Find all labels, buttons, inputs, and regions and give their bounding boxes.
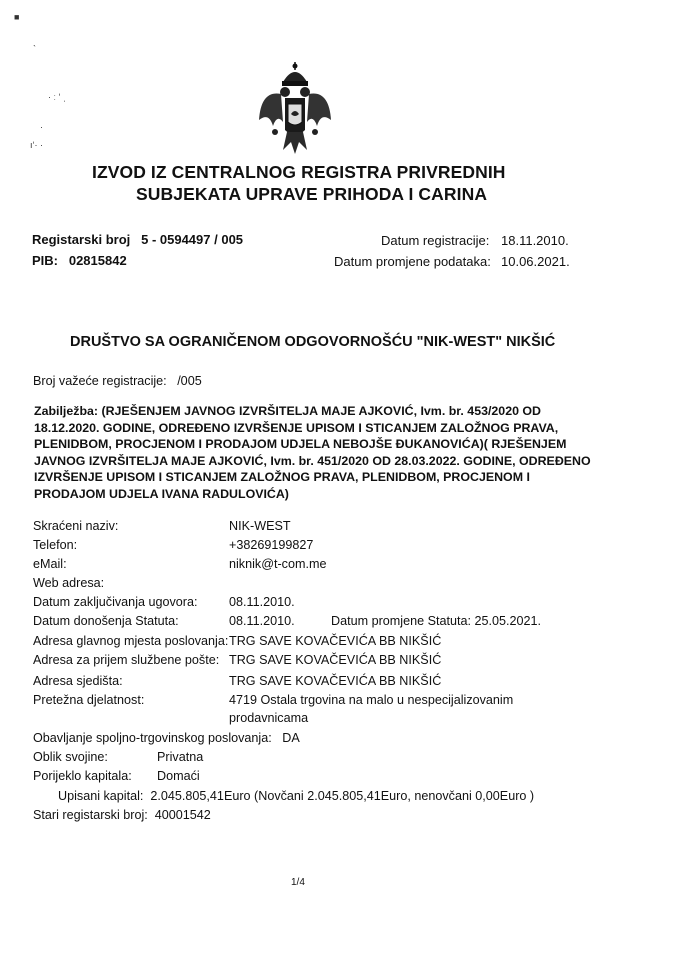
registration-date-value: 18.11.2010. <box>501 233 569 248</box>
document-title-line1: IZVOD IZ CENTRALNOG REGISTRA PRIVREDNIH <box>92 162 506 182</box>
email-label: eMail: <box>33 557 67 571</box>
ownership-label: Oblik svojine: <box>33 750 108 764</box>
statute-change-row <box>331 614 541 628</box>
contract-date-label: Datum zaključivanja ugovora: <box>33 595 198 609</box>
short-name-value: NIK-WEST <box>229 519 291 533</box>
statute-date-value: 08.11.2010. <box>229 614 295 628</box>
pib-value: 02815842 <box>68 253 127 268</box>
capital-label: Upisani kapital: <box>58 789 144 803</box>
registration-number-label: Registarski broj <box>32 232 131 247</box>
valid-registration-label: Broj važeće registracije: <box>33 374 167 388</box>
registration-date-label: Datum registracije: <box>381 233 490 248</box>
activity-label: Pretežna djelatnost: <box>33 693 145 707</box>
statute-change-value: 25.05.2021. <box>474 614 542 628</box>
scan-speck: · <box>40 122 43 132</box>
contract-date-value: 08.11.2010. <box>229 595 295 609</box>
pib-label: PIB: <box>32 253 58 268</box>
foreign-trade-row <box>33 731 300 745</box>
main-address-value: TRG SAVE KOVAČEVIĆA BB NIKŠIĆ <box>229 634 442 648</box>
coat-of-arms-icon <box>255 60 335 160</box>
capital-row <box>58 789 534 803</box>
capital-value: 2.045.805,41Euro (Novčani 2.045.805,41Euro, nenovčani 0,00Euro ) <box>150 789 535 803</box>
registration-number-value: 5 - 0594497 / 005 <box>141 232 244 247</box>
valid-registration-row <box>33 374 202 388</box>
change-date-label: Datum promjene podataka: <box>334 254 491 269</box>
short-name-label: Skraćeni naziv: <box>33 519 119 533</box>
activity-value-line2: prodavnicama <box>229 711 309 725</box>
capital-origin-value: Domaći <box>157 769 200 783</box>
scan-speck: ı‘· · <box>30 140 43 150</box>
activity-value-line1: 4719 Ostala trgovina na malo u nespecijalizovanim <box>229 693 514 707</box>
web-address-label: Web adresa: <box>33 576 105 590</box>
scan-speck: · ː ‘ ˌ <box>48 92 66 102</box>
statute-change-label: Datum promjene Statuta: <box>331 614 472 628</box>
statute-date-label: Datum donošenja Statuta: <box>33 614 179 628</box>
valid-registration-value: /005 <box>177 374 202 388</box>
note-paragraph: Zabilježba: (RJEŠENJEM JAVNOG IZVRŠITELJA MAJE AJKOVIĆ, Ivm. br. 453/2020 OD 18.12.2020. GODINE, ODREĐENO IZVRŠENJE UPISOM I STICANJEM ZALOŽNOG PRAVA, PLENIDBOM, PROCJENOM I PRODAJOM UDJELA NEBOJŠE ĐUKANOVIĆA)( RJEŠENJEM JAVNOG IZVRŠITELJA MAJE AJKOVIĆ, Ivm. br. 451/2020 OD 28.03.2022. GODINE, ODREĐENO IZVRŠENJE UPISOM I STICANJEM ZALOŽNOG PRAVA, PLENIDBOM, PROCJENOM I PRODAJOM UDJELA IVANA RADULOVIĆA) <box>34 404 591 501</box>
seat-address-label: Adresa sjedišta: <box>33 674 123 688</box>
scan-speck: ` <box>33 44 36 54</box>
seat-address-value: TRG SAVE KOVAČEVIĆA BB NIKŠIĆ <box>229 674 442 688</box>
mail-address-value: TRG SAVE KOVAČEVIĆA BB NIKŠIĆ <box>229 653 442 667</box>
phone-label: Telefon: <box>33 538 78 552</box>
change-date-value: 10.06.2021. <box>501 254 570 269</box>
scan-speck: ■ <box>14 12 20 22</box>
document-title-line2: SUBJEKATA UPRAVE PRIHODA I CARINA <box>136 184 488 204</box>
page-number: 1/4 <box>291 877 305 888</box>
registration-number-row <box>32 232 243 247</box>
capital-origin-label: Porijeklo kapitala: <box>33 769 132 783</box>
phone-value: +38269199827 <box>229 538 314 552</box>
foreign-trade-label: Obavljanje spoljno-trgovinskog poslovanja: <box>33 731 272 745</box>
old-registration-row <box>33 808 211 822</box>
old-registration-value: 40001542 <box>154 808 211 822</box>
main-address-label: Adresa glavnog mjesta poslovanja: <box>33 634 229 648</box>
email-value: niknik@t-com.me <box>229 557 327 571</box>
old-registration-label: Stari registarski broj: <box>33 808 148 822</box>
ownership-value: Privatna <box>157 750 204 764</box>
company-name: DRUŠTVO SA OGRANIČENOM ODGOVORNOŠĆU "NIK-WEST" NIKŠIĆ <box>70 334 556 350</box>
foreign-trade-value: DA <box>282 731 300 745</box>
mail-address-label: Adresa za prijem službene pošte: <box>33 653 220 667</box>
pib-row <box>32 253 127 268</box>
